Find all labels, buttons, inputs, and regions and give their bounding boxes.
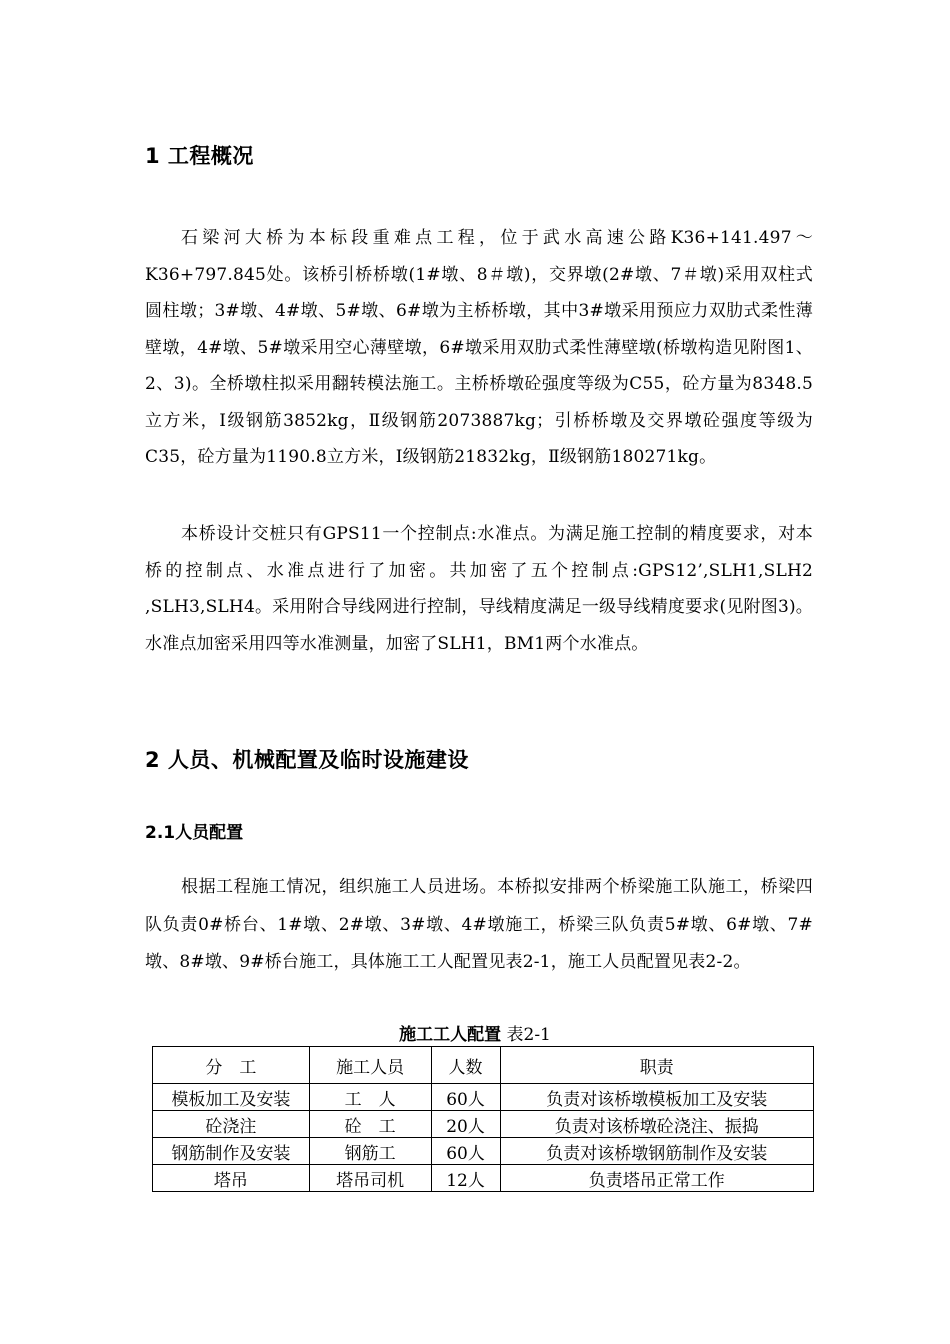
table-header-row [153,1047,814,1084]
table-header-cell: 人数 [431,1047,500,1084]
table-cell: 负责对该桥墩砼浇注、振捣 [500,1111,814,1138]
table-row [153,1165,814,1192]
table-cell: 60人 [431,1084,500,1111]
table-cell: 塔吊 [153,1165,310,1192]
section-1-paragraph-1: 石梁河大桥为本标段重难点工程，位于武水高速公路K36+141.497～K36+797.845处。该桥引桥桥墩(1#墩、8＃墩)，交界墩(2#墩、7＃墩)采用双柱式圆柱墩；3#墩、4#墩、5#墩、6#墩为主桥桥墩，其中3#墩采用预应力双肋式柔性薄壁墩，4#墩、5#墩采用空心薄壁墩，6#墩采用双肋式柔性薄壁墩(桥墩构造见附图1、2、3)。全桥墩柱拟采用翻转模法施工。主桥桥墩砼强度等级为C55，砼方量为8348.5立方米，Ⅰ级钢筋3852kg，Ⅱ级钢筋2073887kg；引桥桥墩及交界墩砼强度等级为C35，砼方量为1190.8立方米，Ⅰ级钢筋21832kg，Ⅱ级钢筋180271kg。 [145,228,813,467]
table-cell: 塔吊司机 [309,1165,431,1192]
section-2-title: 2 人员、机械配置及临时设施建设 [145,748,469,772]
worker-allocation-table [152,1046,814,1192]
table-cell: 负责对该桥墩模板加工及安装 [500,1084,814,1111]
section-1-title: 1 工程概况 [145,144,254,168]
table-row [153,1111,814,1138]
table-cell: 钢筋工 [309,1138,431,1165]
table-cell: 60人 [431,1138,500,1165]
table-cell: 12人 [431,1165,500,1192]
table-cell: 20人 [431,1111,500,1138]
table-header-cell: 施工人员 [309,1047,431,1084]
table-caption [0,1020,950,1045]
section-1-paragraph-2: 本桥设计交桩只有GPS11一个控制点:水准点。为满足施工控制的精度要求，对本桥的控制点、水准点进行了加密。共加密了五个控制点:GPS12’,SLH1,SLH2 ,SLH3,SLH4。采用附合导线网进行控制，导线精度满足一级导线精度要求(见附图3)。水准点加密采用四等水准测量，加密了SLH1，BM1两个水准点。 [145,524,813,654]
table-caption-title: 施工工人配置 [399,1025,502,1045]
table-cell: 砼 工 [309,1111,431,1138]
table-cell: 工 人 [309,1084,431,1111]
table-cell: 负责对该桥墩钢筋制作及安装 [500,1138,814,1165]
table-header-cell: 职责 [500,1047,814,1084]
table-row [153,1138,814,1165]
table-cell: 模板加工及安装 [153,1084,310,1111]
section-2-1-paragraph: 根据工程施工情况，组织施工人员进场。本桥拟安排两个桥梁施工队施工，桥梁四队负责0#桥台、1#墩、2#墩、3#墩、4#墩施工，桥梁三队负责5#墩、6#墩、7#墩、8#墩、9#桥台施工，具体施工工人配置见表2-1，施工人员配置见表2-2。 [145,877,813,973]
table-cell: 钢筋制作及安装 [153,1138,310,1165]
table-cell: 负责塔吊正常工作 [500,1165,814,1192]
table-caption-number: 表2-1 [506,1025,551,1045]
section-2-1-title: 2.1人员配置 [145,823,244,843]
table-header-cell: 分 工 [153,1047,310,1084]
table-row [153,1084,814,1111]
table-cell: 砼浇注 [153,1111,310,1138]
